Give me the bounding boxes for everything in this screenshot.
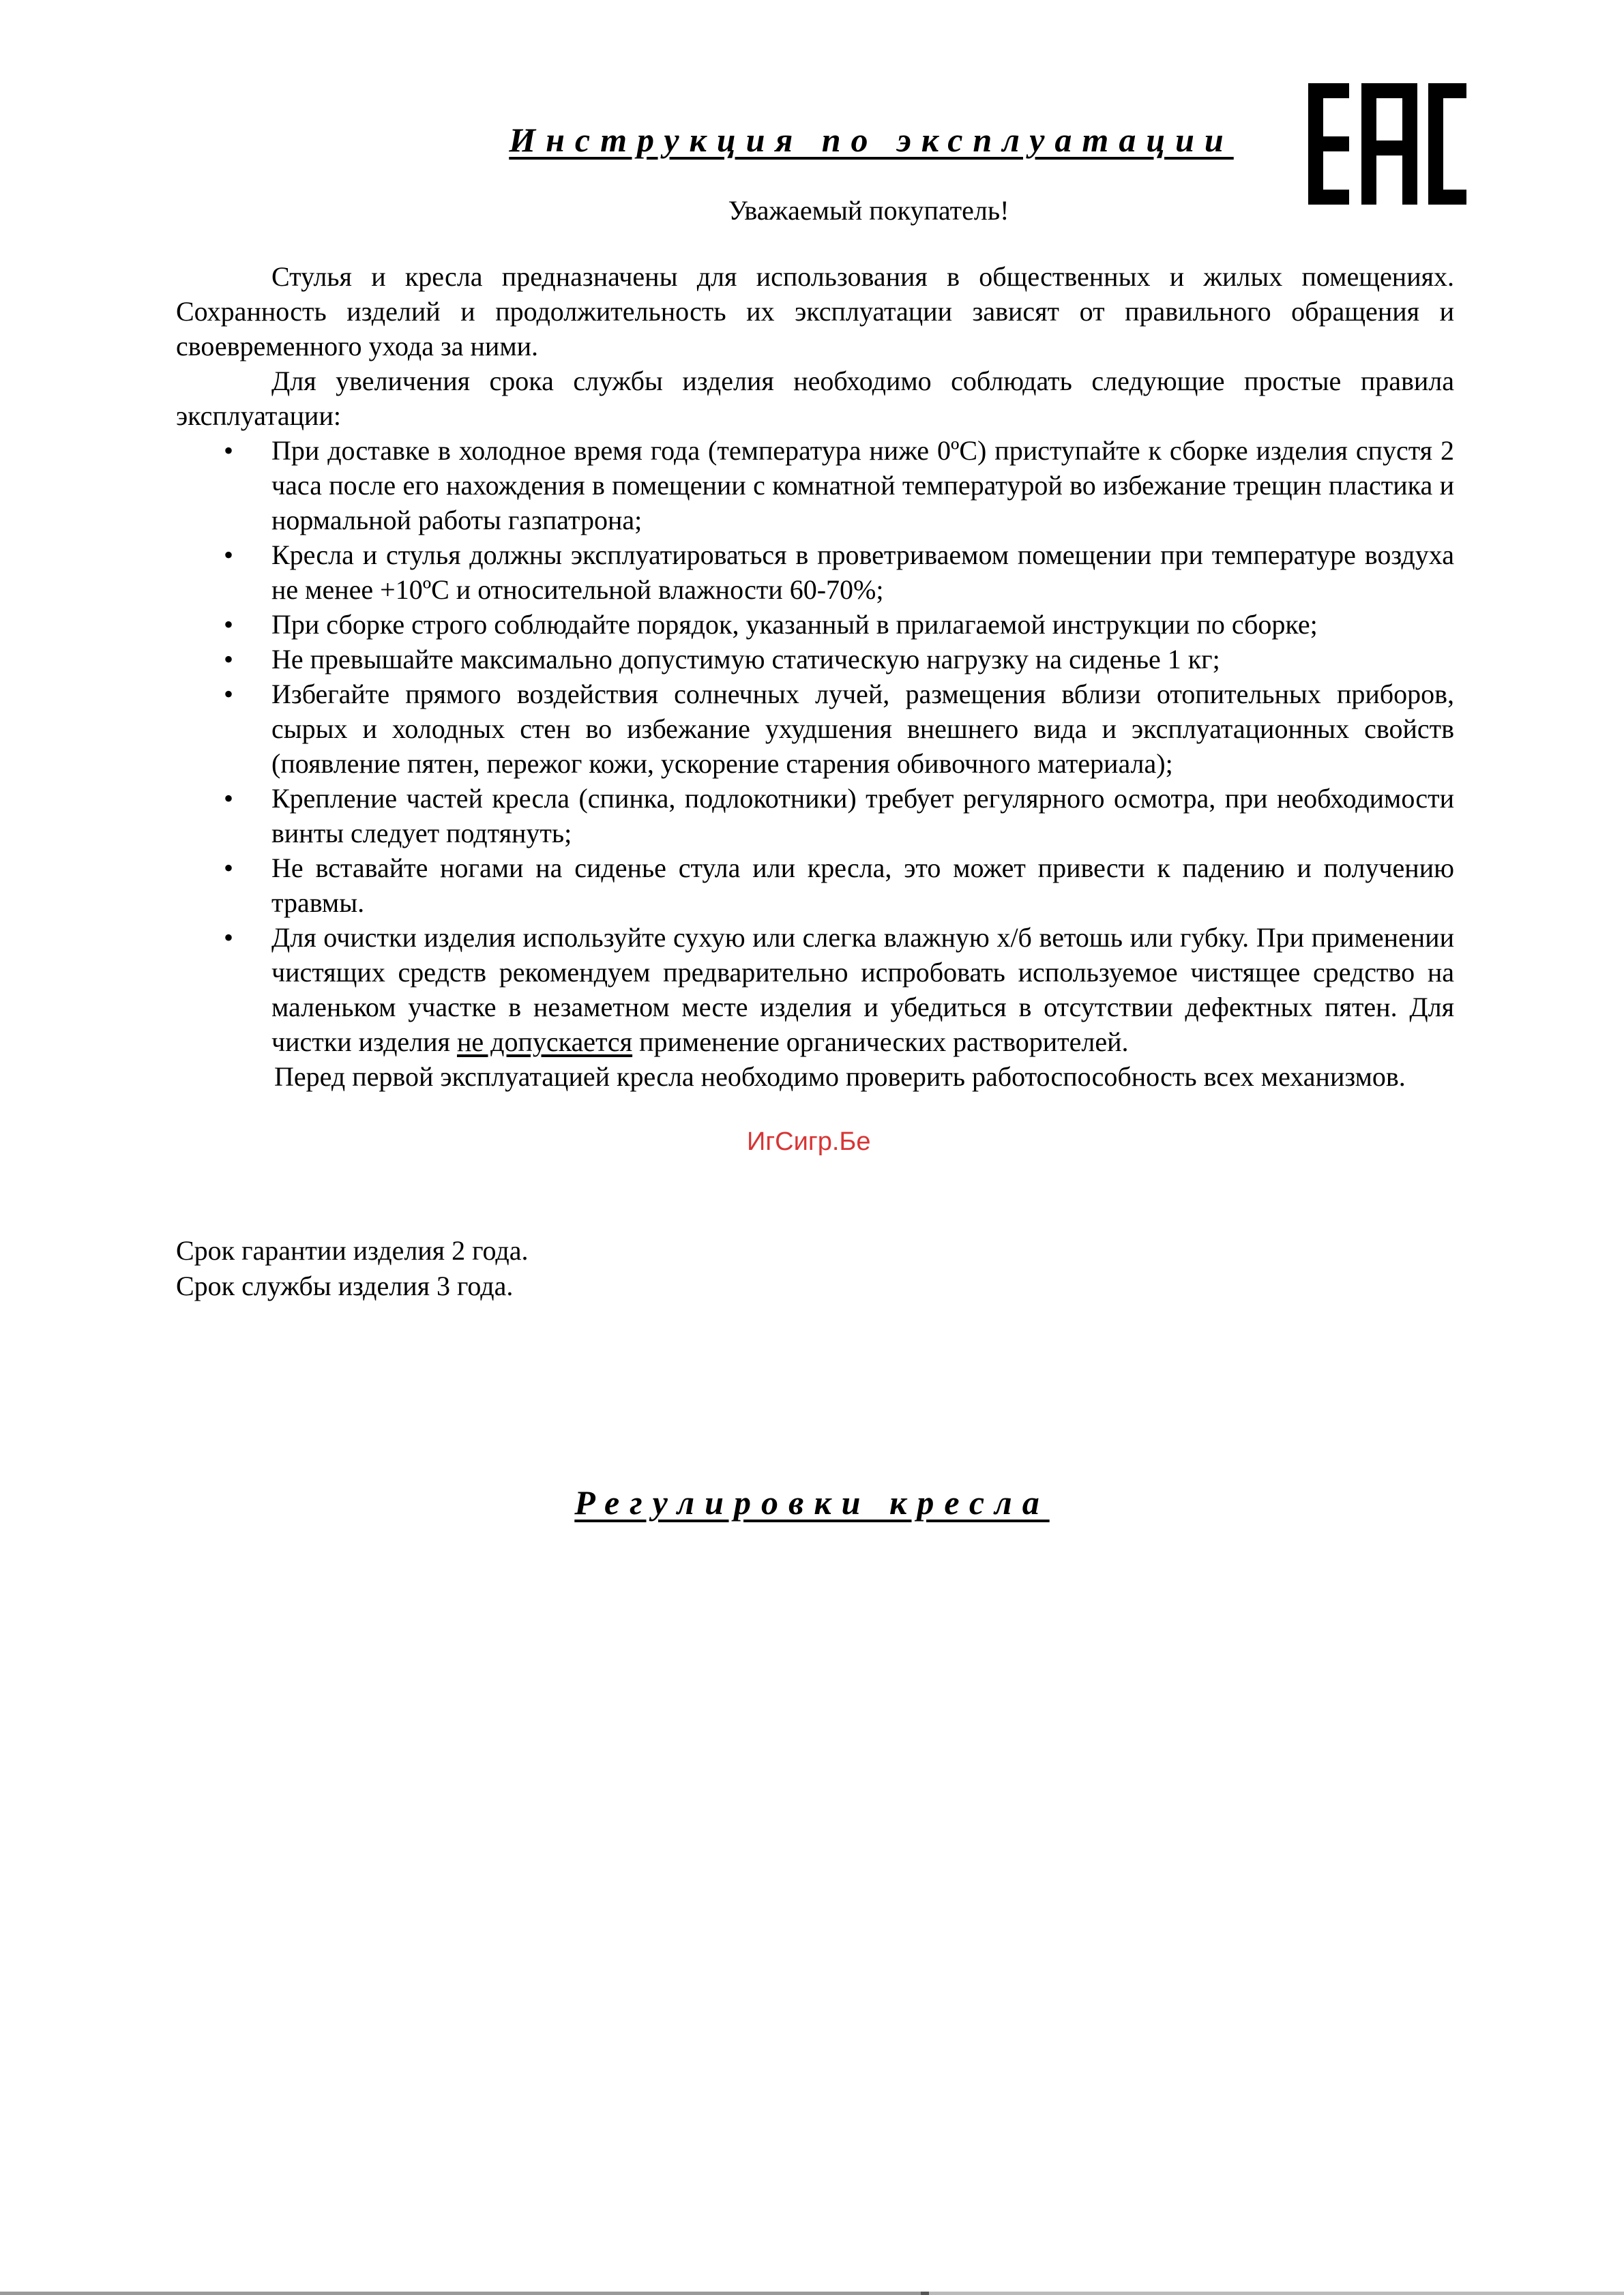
eac-letter-e-middle [1308, 136, 1349, 151]
list-item [176, 537, 1454, 607]
list-item [176, 607, 1454, 642]
eac-letter-a-bar [1361, 140, 1417, 156]
eac-letter-a-top [1361, 83, 1417, 98]
bullet-icon: • [224, 679, 234, 709]
cleaning-rule-after: применение органических растворителей. [632, 1026, 1129, 1057]
list-item [176, 677, 1454, 781]
rule-text: Не превышайте максимально допустимую статическую нагрузку на сиденье 1 кг; [271, 644, 1220, 675]
bullet-icon: • [224, 783, 234, 814]
cleaning-rule-emphasis: не допускается [456, 1026, 633, 1057]
intro-paragraph: Стулья и кресла предназначены для использования в общественных и жилых помещениях. Сохранность изделий и продолжительность их эксплуатации зависят от правильного обращения и своевременного ухода за ними. [176, 261, 1454, 361]
list-item [176, 781, 1454, 850]
bullet-icon: • [224, 644, 234, 675]
bullet-icon: • [224, 922, 234, 953]
page-bottom-edge [0, 2292, 1624, 2295]
eac-letter-c-stem [1428, 83, 1443, 205]
list-item [176, 920, 1454, 1059]
bullet-icon: • [224, 539, 234, 570]
rules-list [176, 433, 1454, 1059]
pre-use-check-paragraph: Перед первой эксплуатацией кресла необходимо проверить работоспособность всех механизмов. [274, 1061, 1406, 1092]
rules-intro-paragraph: Для увеличения срока службы изделия необходимо соблюдать следующие простые правила эксплуатации: [176, 366, 1454, 431]
rule-text: При доставке в холодное время года (температура ниже 0ºС) приступайте к сборке изделия спустя 2 часа после его нахождения в помещении с комнатной температурой во избежание трещин пластика и нормальной работы газпатрона; [271, 435, 1454, 535]
list-item [176, 850, 1454, 920]
eac-letter-e-top [1308, 83, 1349, 98]
rule-text: Кресла и стулья должны эксплуатироваться в проветриваемом помещении при температуре воздуха не менее +10ºС и относительной влажности 60-70%; [271, 539, 1454, 605]
rule-text: Избегайте прямого воздействия солнечных лучей, размещения вблизи отопительных приборов, сырых и холодных стен во избежание ухудшения внешнего вида и эксплуатационных свойств (появление пятен, пережог кожи, ускорение старения обивочного материала); [271, 679, 1454, 779]
list-item [176, 642, 1454, 677]
overlay-stamp-text: ИгСигр.Бе [747, 1127, 871, 1156]
bullet-icon: • [224, 609, 234, 640]
eac-certification-logo [1308, 83, 1466, 205]
greeting: Уважаемый покупатель! [728, 195, 1009, 226]
service-life: Срок службы изделия 3 года. [176, 1271, 514, 1301]
rule-text: Не вставайте ногами на сиденье стула или кресла, это может привести к падению и получению травмы. [271, 853, 1454, 918]
rule-text: Крепление частей кресла (спинка, подлокотники) требует регулярного осмотра, при необходимости винты следует подтянуть; [271, 783, 1454, 848]
list-item [176, 433, 1454, 537]
instructions-body [176, 259, 1454, 1094]
warranty-period: Срок гарантии изделия 2 года. [176, 1235, 529, 1266]
warranty-block [176, 1233, 528, 1304]
cleaning-rule-before: Для очистки изделия используйте сухую или слегка влажную х/б ветошь или губку. При применении чистящих средств рекомендуем предварительно испробовать используемое чистящее средство на маленьком участке в незаметном месте изделия и убедиться в отсутствии дефектных пятен. Для чистки изделия [271, 922, 1454, 1057]
rule-text: При сборке строго соблюдайте порядок, указанный в прилагаемой инструкции по сборке; [271, 609, 1318, 640]
eac-letter-c-top [1428, 83, 1466, 98]
bullet-icon: • [224, 435, 234, 466]
page-title: Инструкция по эксплуатации [509, 121, 1234, 159]
section-title: Регулировки кресла [574, 1483, 1050, 1522]
bullet-icon: • [224, 853, 234, 883]
